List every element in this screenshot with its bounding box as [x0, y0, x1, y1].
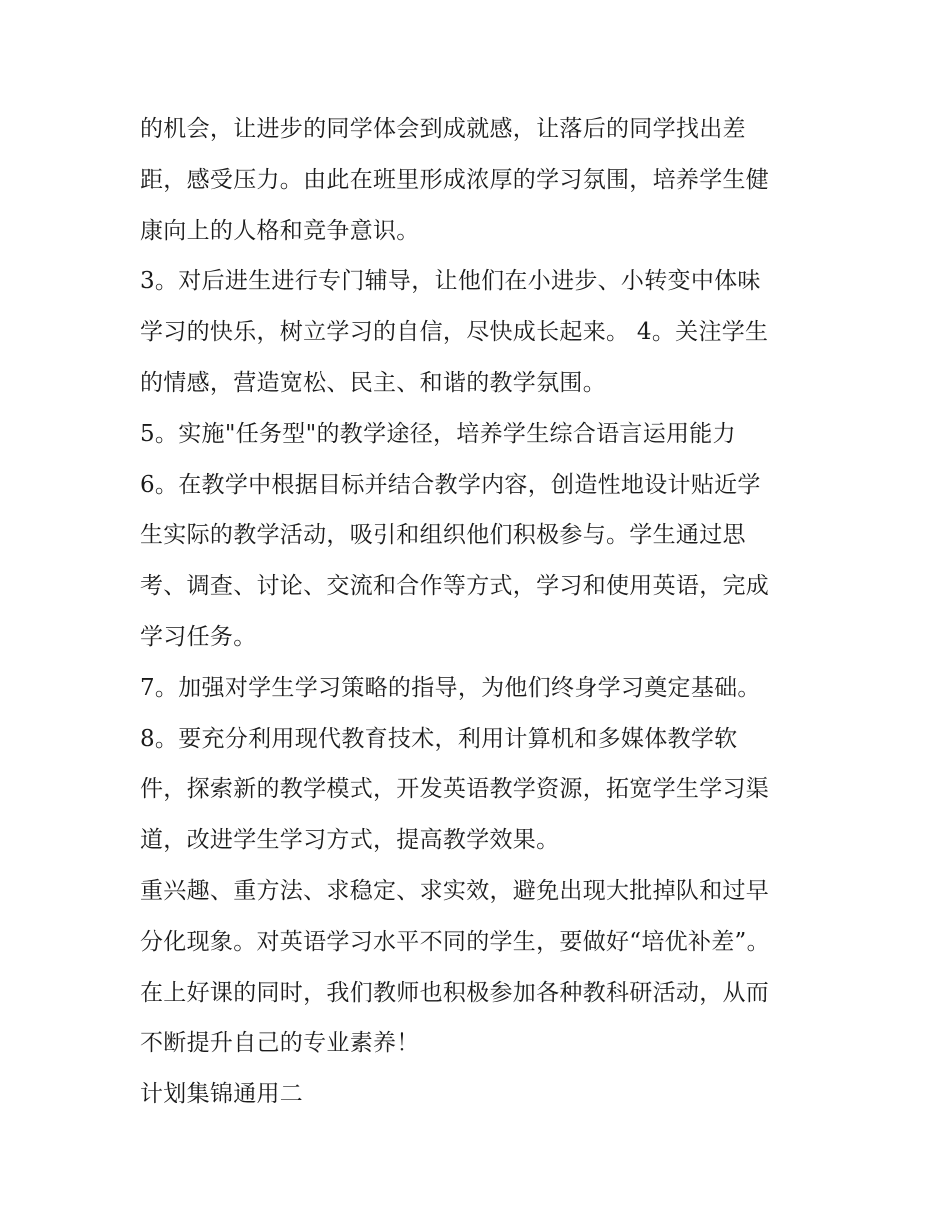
text-line: 生实际的教学活动，吸引和组织他们积极参与。学生通过思: [140, 522, 746, 549]
text-line: 3。对后进生进行专门辅导，让他们在小进步、小转变中体味: [140, 268, 761, 295]
text-line: 在上好课的同时，我们教师也积极参加各种教科研活动，从而: [140, 979, 770, 1006]
text-line: 学习的快乐，树立学习的自信，尽快成长起来。 4。关注学生: [140, 319, 769, 346]
section-heading: 计划集锦通用二: [140, 1081, 304, 1108]
text-line: 考、调查、讨论、交流和合作等方式，学习和使用英语，完成: [140, 573, 770, 600]
text-line: 康向上的人格和竞争意识。: [140, 217, 420, 244]
text-line: 件，探索新的教学模式，开发英语教学资源，拓宽学生学习渠: [140, 776, 770, 803]
text-line: 不断提升自己的专业素养！: [140, 1030, 420, 1057]
text-line: 6。在教学中根据目标并结合教学内容，创造性地设计贴近学: [140, 471, 761, 498]
text-line: 学习任务。: [140, 623, 257, 650]
text-line: 7。加强对学生学习策略的指导，为他们终身学习奠定基础。: [140, 674, 761, 701]
text-line: 5。实施"任务型"的教学途径，培养学生综合语言运用能力: [140, 420, 736, 447]
text-line: 的情感，营造宽松、民主、和谐的教学氛围。: [140, 369, 606, 396]
text-line: 的机会，让进步的同学体会到成就感，让落后的同学找出差: [140, 116, 746, 142]
document-body: [140, 104, 840, 1120]
text-line: 距，感受压力。由此在班里形成浓厚的学习氛围，培养学生健: [140, 166, 770, 193]
text-line: 道，改进学生学习方式，提高教学效果。: [140, 827, 560, 854]
text-line: 重兴趣、重方法、求稳定、求实效，避免出现大批掉队和过早: [140, 877, 770, 904]
text-line: 8。要充分利用现代教育技术，利用计算机和多媒体教学软: [140, 725, 738, 752]
text-line: 分化现象。对英语学习水平不同的学生，要做好“培优补差”。: [140, 928, 770, 955]
